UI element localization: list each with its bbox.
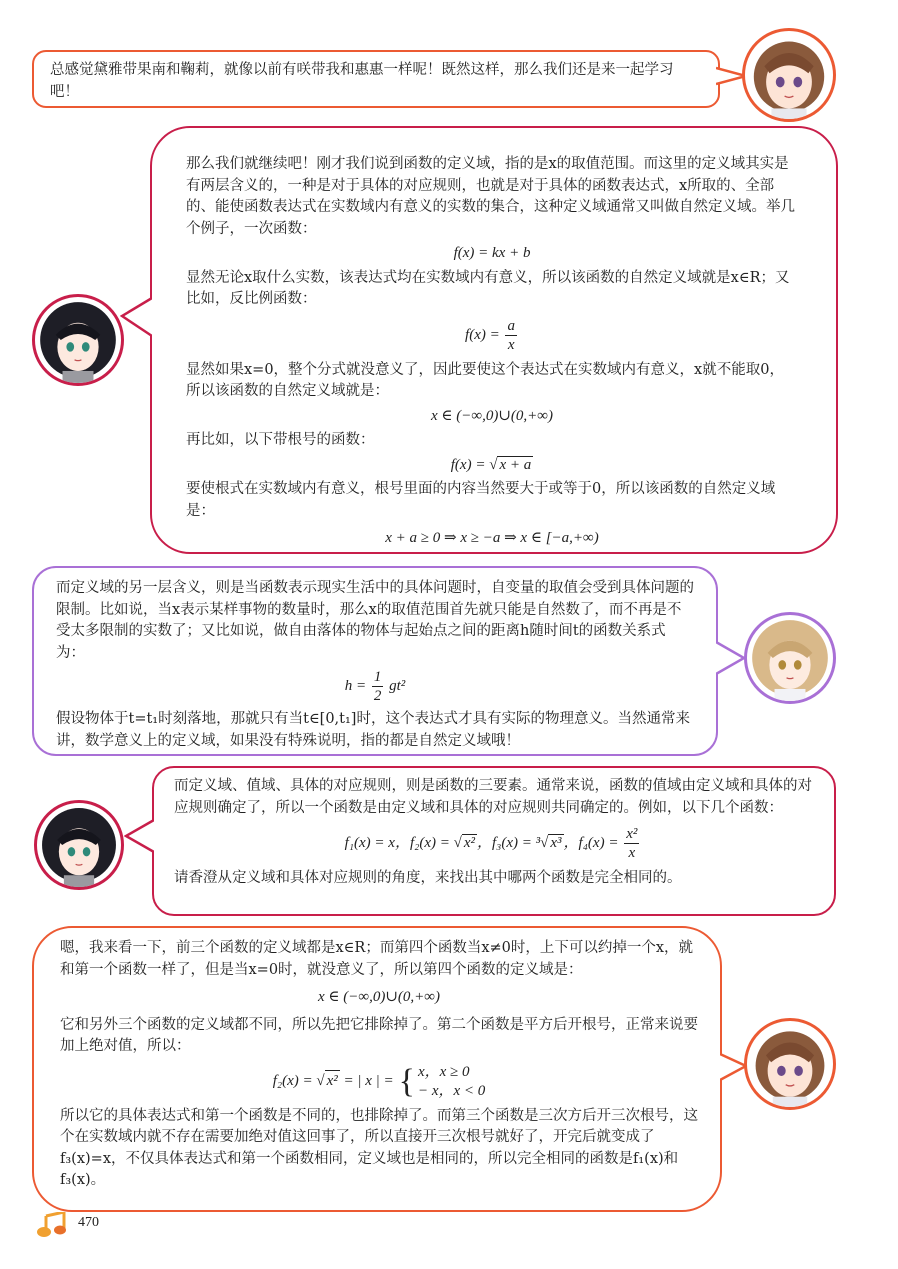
eq-four-c-fraction	[624, 825, 639, 862]
equation-domain-2: x + a ≥ 0 ⇒ x ≥ −a ⇒ x ∈ [−a,+∞)	[385, 530, 599, 546]
bubble-3-para-1: 而定义域的另一层含义，则是当函数表示现实生活中的具体问题时，自变量的取值会受到具体问题的限制。比如说，当x表示某样事物的数量时，那么x的取值范围首先就只能是自然数了，而不再是不受太多限制的实数了；又比如说，做自由落体的物体与起始点之间的距离h随时间t的函数关系式为：	[56, 580, 694, 661]
girl-portrait-icon	[37, 803, 121, 887]
avatar-dia-2	[34, 800, 124, 890]
eq-free-fall-den: 2	[373, 688, 382, 704]
eq-sqrt-lhs: f(x) = √	[450, 456, 498, 473]
eq-abs-case-1: x，x ≥ 0	[417, 1063, 470, 1080]
bubble-2-para-1: 那么我们就继续吧！刚才我们说到函数的定义域，指的是x的取值范围。而这里的定义域其实是有两层含义的，一种是对于具体的对应规则，也就是对于具体的函数表达式，x所取的、全部的、能使函数表达式在实数域内有意义的实数的集合，这种定义域通常又叫做自然定义域。举几个例子，一次函数：	[186, 156, 795, 237]
bubble-5-para-3: 所以它的具体表达式和第一个函数是不同的，也排除掉了。而第三个函数是三次方后开三次根号，这个在实数域内就不存在需要加绝对值这回事了，所以直接开三次根号就好了，开完后就变成了f₃(x)=x，不仅具体表达式和第一个函数相同，定义域也是相同的，所以完全相同的函数是f₁(x)和f₃(x)。	[60, 1107, 698, 1188]
speech-bubble-2	[150, 126, 838, 554]
equation-domain-1: x ∈ (−∞,0)∪(0,+∞)	[431, 407, 553, 424]
bubble-5-para-1: 嗯，我来看一下，前三个函数的定义域都是x∈R；而第四个函数当x≠0时，上下可以约掉一个x，就和第一个函数一样了，但是当x=0时，就没意义了，所以第四个函数的定义域是：	[60, 940, 694, 978]
girl-portrait-icon	[35, 297, 121, 383]
speech-bubble-1	[32, 50, 720, 108]
avatar-dia-1	[32, 294, 124, 386]
bubble-3-tail	[714, 640, 748, 676]
bubble-2-para-3: 显然如果x=0，整个分式就没意义了，因此要使这个表达式在实数域内有意义，x就不能取0，所以该函数的自然定义域就是：	[186, 361, 784, 399]
eq-free-fall-fraction	[372, 668, 384, 705]
music-note-icon	[36, 1212, 68, 1238]
equation-free-fall	[56, 668, 694, 705]
eq-four-c-den: x	[628, 845, 636, 861]
eq-four-a-radicand: x²	[463, 834, 475, 851]
bubble-4-tail	[124, 818, 158, 854]
eq-sqrt-radicand: x + a	[499, 456, 532, 473]
avatar-kasumi-bottom	[744, 1018, 836, 1110]
eq-abs-lhs: f₂(x) = √	[272, 1072, 325, 1089]
eq-reciprocal-lhs: f(x) =	[465, 326, 500, 343]
eq-four-b-radicand: x³	[550, 834, 562, 851]
eq-reciprocal-num: a	[507, 317, 515, 334]
eq-free-fall-num: 1	[373, 669, 382, 685]
eq-four-b: ，f₃(x) = ³√	[477, 834, 549, 851]
equation-sqrt	[186, 455, 798, 477]
eq-abs-mid: = | x | =	[339, 1072, 394, 1089]
equation-abs	[60, 1062, 698, 1102]
eq-free-fall-lhs: h =	[344, 677, 367, 694]
speech-bubble-5	[32, 926, 722, 1212]
bubble-2-para-5: 要使根式在实数域内有意义，根号里面的内容当然要大于或等于0，所以该函数的自然定义域是：	[186, 481, 776, 519]
eq-abs-cases	[418, 1063, 485, 1101]
page-number: 470	[78, 1215, 99, 1230]
bubble-3-para-2: 假设物体于t=t₁时刻落地，那就只有当t∈[0,t₁]时，这个表达式才具有实际的物理意义。当然通常来讲，数学意义上的定义域，如果没有特殊说明，指的都是自然定义域哦！	[56, 711, 690, 749]
speech-bubble-4	[152, 766, 836, 916]
avatar-arisa	[744, 612, 836, 704]
eq-four-c: ，f₄(x) =	[563, 834, 619, 851]
eq-reciprocal-den: x	[507, 336, 515, 353]
eq-abs-brace: {	[398, 1062, 415, 1100]
equation-four-functions	[174, 825, 812, 862]
girl-portrait-icon	[745, 31, 833, 119]
bubble-2-para-4: 再比如，以下带根号的函数：	[186, 432, 375, 448]
bubble-5-para-2: 它和另外三个函数的定义域都不同，所以先把它排除掉了。第二个函数是平方后开根号，正常来说要加上绝对值，所以：	[60, 1016, 698, 1054]
bubble-4-para-1: 而定义域、值域、具体的对应规则，则是函数的三要素。通常来说，函数的值域由定义域和具体的对应规则确定了，所以一个函数是由定义域和具体的对应规则共同确定的。例如，以下几个函数：	[174, 778, 812, 816]
equation-linear: f(x) = kx + b	[453, 245, 531, 261]
eq-free-fall-rhs: gt²	[389, 677, 406, 694]
girl-portrait-icon	[747, 615, 833, 701]
girl-portrait-icon	[747, 1021, 833, 1107]
eq-abs-radicand: x²	[325, 1070, 340, 1093]
bubble-2-tail	[120, 296, 156, 338]
eq-four-c-num: x²	[626, 826, 638, 842]
equation-domain-3: x ∈ (−∞,0)∪(0,+∞)	[318, 989, 440, 1005]
eq-reciprocal-fraction	[505, 317, 517, 354]
avatar-kasumi-top	[742, 28, 836, 122]
bubble-4-para-2: 请香澄从定义域和具体对应规则的角度，来找出其中哪两个函数是完全相同的。	[174, 870, 682, 886]
bubble-2-para-2: 显然无论x取什么实数，该表达式均在实数域内有意义，所以该函数的自然定义域就是x∈R；又比如，反比例函数：	[186, 269, 790, 307]
equation-reciprocal	[186, 317, 798, 354]
eq-abs-case-2: − x，x < 0	[417, 1082, 486, 1099]
bubble-1-text: 总感觉黛雅带果南和鞠莉，就像以前有咲带我和惠惠一样呢！既然这样，那么我们还是来一起学习吧！	[50, 62, 674, 100]
eq-four-a: f₁(x) = x，f₂(x) = √	[344, 834, 462, 851]
speech-bubble-3	[32, 566, 718, 756]
